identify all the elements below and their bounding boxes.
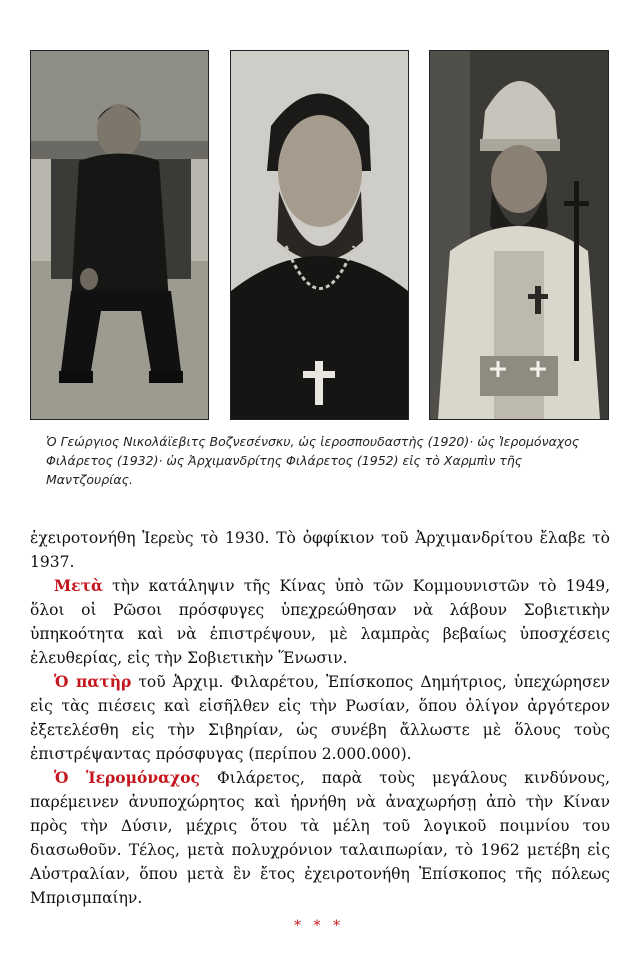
paragraph: [30, 766, 610, 910]
paragraph: [30, 670, 610, 766]
photo-archimandrite: [429, 50, 609, 420]
photo-caption: Ὁ Γεώργιος Νικολάϊεβιτς Βοζνεσένσκυ, ὡς ἱεροσπουδαστὴς (1920)· ὡς Ἱερομόναχος Φιλάρετος (1932)· ὡς Ἀρχιμανδρίτης Φιλάρετος (1952) εἰς τὸ Χαρμπὶν τῆς Μαντζουρίας.: [46, 434, 580, 487]
paragraph-lead: Ὁ Ἱερομόναχος: [54, 768, 200, 787]
paragraph-lead: Ὁ πατὴρ: [54, 672, 132, 691]
paragraph-text: ἐχειροτονήθη Ἱερεὺς τὸ 1930. Τὸ ὀφφίκιον τοῦ Ἀρχιμανδρίτου ἔλαβε τὸ 1937.: [30, 529, 610, 571]
photo-strip: [30, 50, 610, 420]
article-body: [30, 526, 610, 910]
paragraph-text: τοῦ Ἀρχιμ. Φιλαρέτου, Ἐπίσκοπος Δημήτριος, ὑπεχώρησεν εἰς τὰς πιέσεις καὶ εἰσῆλθεν εἰς τὴν Ρωσίαν, ὅπου ὀλίγον ἀργότερον ἐξετελέσθη εἰς τὴν Σιβηρίαν, ὡς συνέβη ἄλλωστε μὲ ὅλους τοὺς ἐπιστρέψαντας πρόσφυγας (περίπου 2.000.000).: [30, 673, 610, 763]
paragraph-text: τὴν κατάληψιν τῆς Κίνας ὑπὸ τῶν Κομμουνιστῶν τὸ 1949, ὅλοι οἱ Ρῶσοι πρόσφυγες ὑπεχρεώθησαν νὰ λάβουν Σοβιετικὴν ὑπηκοότητα καὶ νὰ ἐπιστρέψουν, μὲ λαμπρὰς βεβαίως ὑποσχέσεις ἐλευθερίας, εἰς τὴν Σοβιετικὴν Ἕνωσιν.: [30, 577, 610, 667]
section-separator: * * *: [294, 918, 344, 934]
photo-hieromonk: [230, 50, 409, 420]
photo-georgios: [30, 50, 209, 420]
paragraph: [30, 574, 610, 670]
paragraph-lead: Μετὰ: [54, 576, 103, 595]
paragraph-text: Φιλάρετος, παρὰ τοὺς μεγάλους κινδύνους, παρέμεινεν ἀνυποχώρητος καὶ ἠρνήθη νὰ ἀναχωρήσῃ ἀπὸ τὴν Κίναν πρὸς τὴν Δύσιν, μέχρις ὅτου τὰ μέλη τοῦ λογικοῦ ποιμνίου του διασωθοῦν. Τέλος, μετὰ πολυχρόνιον ταλαιπωρίαν, τὸ 1962 μετέβη εἰς Αὐστραλίαν, ὅπου μετὰ ἓν ἔτος ἐχειροτονήθη Ἐπίσκοπος τῆς πόλεως Μπρισμπαίην.: [30, 769, 611, 907]
paragraph: [30, 526, 610, 574]
